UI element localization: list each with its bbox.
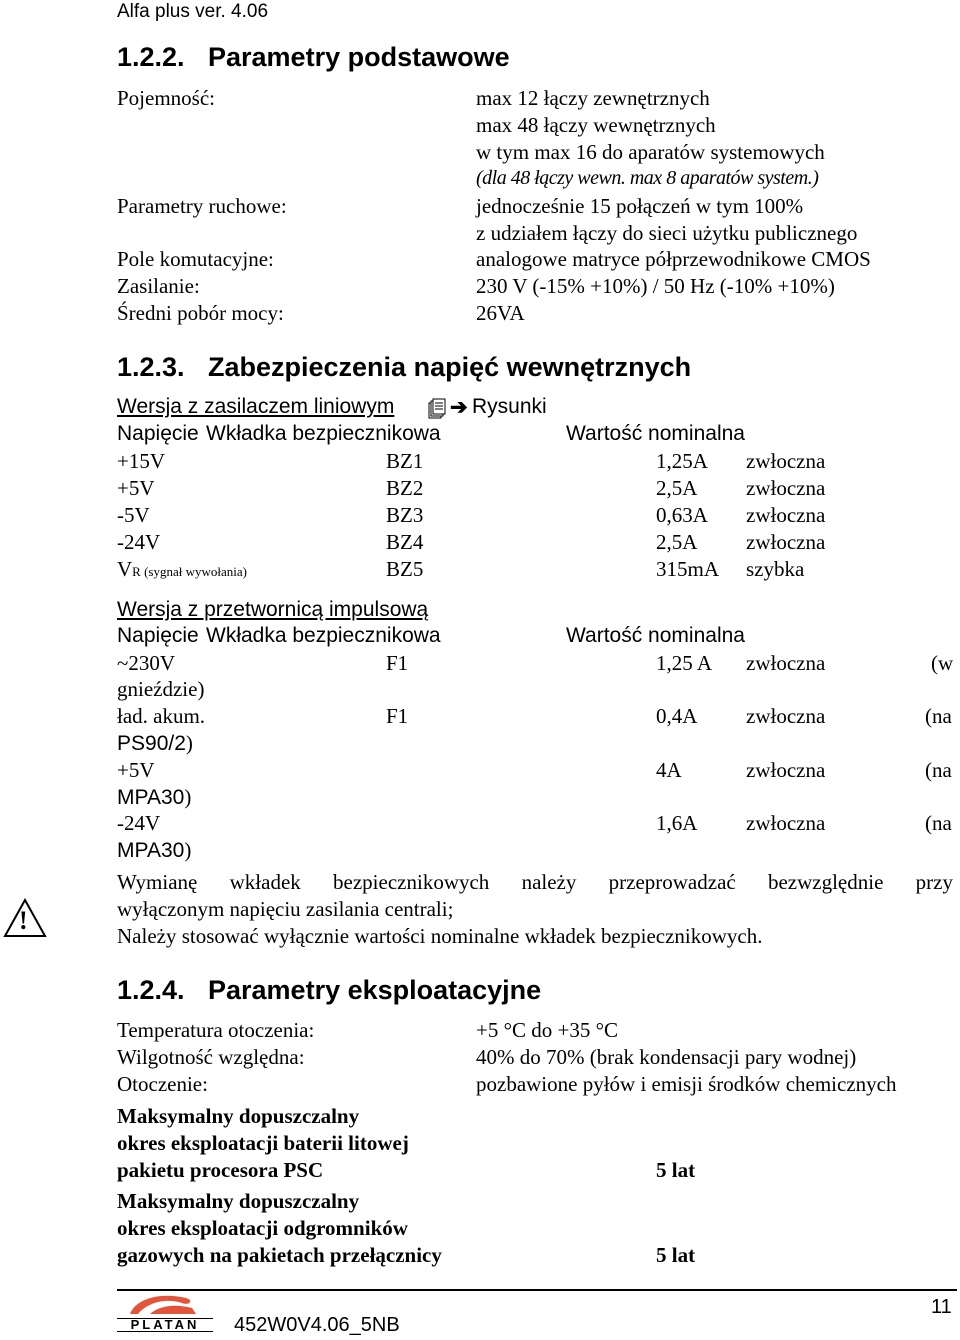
fuse-id: BZ1 [386, 449, 424, 473]
subheading-pulse: Wersja z przetwornicą impulsową [117, 598, 429, 621]
fuse-note-cont [117, 731, 193, 756]
param-label: Pole komutacyjne: [117, 247, 274, 271]
module-name: PS90/2 [117, 732, 186, 755]
section-number: 1.2.3. [117, 352, 185, 382]
section-number: 1.2.4. [117, 975, 185, 1005]
param-label: Średni pobór mocy: [117, 301, 284, 325]
fuse-rating: 0,63A [656, 503, 708, 527]
fuse-rating: 0,4A [656, 704, 698, 728]
paren-close: ) [184, 838, 192, 862]
warning-icon [3, 898, 47, 938]
fuse-rating: 1,25 A [656, 651, 713, 675]
section-title: Parametry eksploatacyjne [208, 975, 542, 1005]
column-header-value: Wartość nominalna [566, 624, 745, 647]
param-value: analogowe matryce półprzewodnikowe CMOS [476, 247, 871, 271]
fuse-voltage: +5V [117, 758, 155, 782]
param-value: 26VA [476, 301, 525, 325]
param-label: Wilgotność względna: [117, 1045, 305, 1069]
fuse-type: zwłoczna [746, 449, 826, 473]
warning-text: Należy stosować wyłącznie wartości nominalne wkładek bezpiecznikowych. [117, 924, 763, 948]
fuse-type: zwłoczna [746, 811, 826, 835]
fuse-note: (na [925, 758, 952, 782]
fuse-id: BZ5 [386, 557, 424, 581]
param-value: jednocześnie 15 połączeń w tym 100% [476, 194, 804, 218]
fuse-rating: 315mA [656, 557, 719, 581]
module-name: MPA30 [117, 786, 185, 809]
page-number: 11 [931, 1296, 952, 1318]
fuse-voltage: ład. akum. [117, 704, 206, 728]
bold-param-value: 5 lat [656, 1158, 696, 1182]
module-name: MPA30 [117, 839, 185, 862]
column-header-voltage: Napięcie [117, 422, 199, 445]
bold-param-label: pakietu procesora PSC [117, 1158, 324, 1182]
document-code: 452W0V4.06_5NB [234, 1314, 400, 1336]
bold-param-label: okres eksploatacji odgromników [117, 1216, 408, 1240]
section-title: Parametry podstawowe [208, 42, 510, 72]
fuse-note-cont [117, 838, 191, 863]
param-value: 40% do 70% (brak kondensacji pary wodnej) [476, 1045, 857, 1069]
fuse-note-cont [117, 785, 191, 810]
column-header-voltage: Napięcie [117, 624, 199, 647]
fuse-note: (w [931, 651, 954, 675]
warning-text: Wymianę wkładek bezpiecznikowych należy przeprowadzać bezwzględnie przy [117, 870, 953, 894]
fuse-type: szybka [746, 557, 805, 581]
fuse-voltage: -5V [117, 503, 150, 527]
section-number: 1.2.2. [117, 42, 185, 72]
vr-subscript: R (sygnał wywołania) [132, 564, 247, 579]
bold-param-label: Maksymalny dopuszczalny [117, 1104, 360, 1128]
param-value: max 48 łączy wewnętrznych [476, 113, 716, 137]
fuse-type: zwłoczna [746, 503, 826, 527]
param-value: +5 °C do +35 °C [476, 1018, 618, 1042]
fuse-type: zwłoczna [746, 704, 826, 728]
fuse-type: zwłoczna [746, 476, 826, 500]
fuse-id: F1 [386, 651, 409, 675]
param-label: Zasilanie: [117, 274, 200, 298]
section-title: Zabezpieczenia napięć wewnętrznych [208, 352, 692, 382]
fuse-rating: 4A [656, 758, 682, 782]
footer-divider [117, 1289, 957, 1291]
fuse-note: (na [925, 811, 952, 835]
param-label: Otoczenie: [117, 1072, 208, 1096]
fuse-note: (na [925, 704, 952, 728]
logo-text: PLATAN [117, 1318, 213, 1332]
fuse-rating: 2,5A [656, 530, 698, 554]
document-icon[interactable] [428, 398, 448, 420]
param-value: max 12 łączy zewnętrznych [476, 86, 710, 110]
paren-close: ) [184, 785, 192, 809]
fuse-note-cont: gnieździe) [117, 677, 205, 701]
fuse-voltage-vr [117, 557, 247, 582]
param-value: z udziałem łączy do sieci użytku publicznego [476, 221, 858, 245]
fuse-voltage: +5V [117, 476, 155, 500]
bold-param-value: 5 lat [656, 1243, 696, 1267]
column-header-value: Wartość nominalna [566, 422, 745, 445]
fuse-rating: 1,25A [656, 449, 708, 473]
bold-param-label: Maksymalny dopuszczalny [117, 1189, 360, 1213]
fuse-rating: 1,6A [656, 811, 698, 835]
fuse-voltage: +15V [117, 449, 166, 473]
param-label: Parametry ruchowe: [117, 194, 287, 218]
fuse-id: BZ2 [386, 476, 424, 500]
warning-text: wyłączonym napięciu zasilania centrali; [117, 897, 454, 921]
bold-param-label: okres eksploatacji baterii litowej [117, 1131, 409, 1155]
param-label: Pojemność: [117, 86, 215, 110]
param-value: 230 V (-15% +10%) / 50 Hz (-10% +10%) [476, 274, 835, 298]
subheading-linear: Wersja z zasilaczem liniowym [117, 395, 395, 418]
fuse-voltage: -24V [117, 811, 161, 835]
fuse-id: BZ4 [386, 530, 424, 554]
param-value-note: (dla 48 łączy wewn. max 8 aparatów system.) [476, 167, 819, 189]
arrow-right-icon: ➔ [450, 396, 468, 419]
fuse-rating: 2,5A [656, 476, 698, 500]
fuse-type: zwłoczna [746, 530, 826, 554]
figures-link[interactable]: Rysunki [472, 395, 547, 418]
bold-param-label: gazowych na pakietach przełącznicy [117, 1243, 442, 1267]
document-version: Alfa plus ver. 4.06 [117, 1, 269, 22]
paren-close: ) [185, 731, 193, 755]
warning-icon-mark: ! [19, 906, 28, 935]
param-label: Temperatura otoczenia: [117, 1018, 315, 1042]
fuse-type: zwłoczna [746, 758, 826, 782]
fuse-id: BZ3 [386, 503, 424, 527]
param-value: w tym max 16 do aparatów systemowych [476, 140, 825, 164]
param-value: pozbawione pyłów i emisji środków chemicznych [476, 1072, 897, 1096]
fuse-type: zwłoczna [746, 651, 826, 675]
column-header-fuse: Wkładka bezpiecznikowa [206, 624, 441, 647]
vr-symbol: V [117, 557, 133, 581]
fuse-voltage: ~230V [117, 651, 176, 675]
fuse-id: F1 [386, 704, 409, 728]
column-header-fuse: Wkładka bezpiecznikowa [206, 422, 441, 445]
fuse-voltage: -24V [117, 530, 161, 554]
platan-logo [116, 1290, 216, 1334]
